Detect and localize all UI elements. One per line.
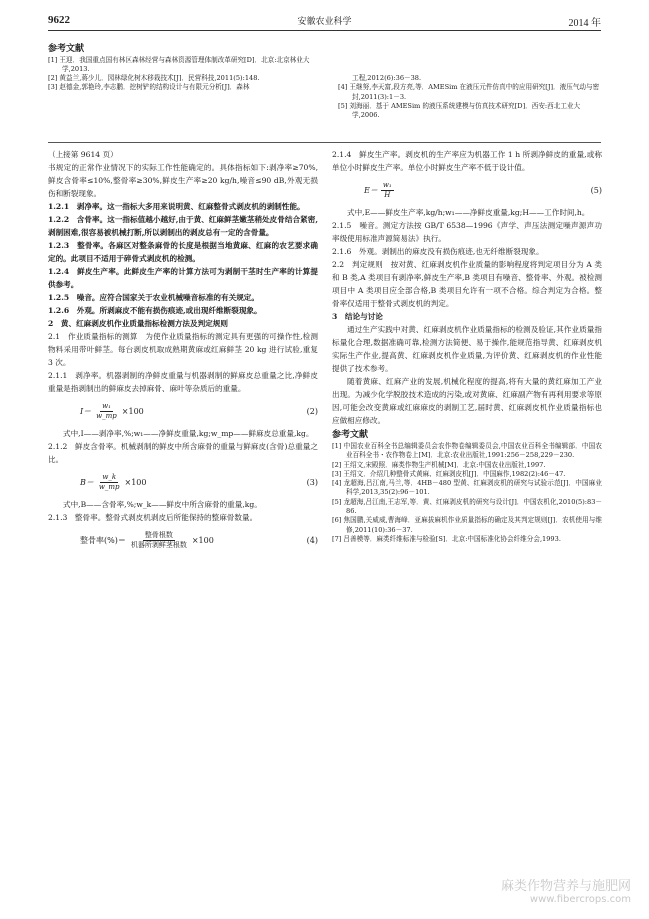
section-2-1-4: 2.1.4 鲜皮生产率。剥皮机的生产率应为机器工作 1 h 所剥净鲜皮的重量,或称单位小时鲜皮生产率。单位小时鲜皮生产率不低于设计值。 bbox=[332, 150, 602, 172]
section-2-1-5: 2.1.5 噪音。测定方法按 GB/T 6538—1996《声学、声压法测定噪声源声功率级使用标准声源简易法》执行。 bbox=[332, 221, 602, 243]
formula-rhs: ×100 bbox=[191, 535, 214, 545]
formula-fraction bbox=[381, 181, 394, 200]
formula-fraction bbox=[97, 473, 122, 492]
section-1-2-5: 1.2.5 噪音。应符合国家关于农业机械噪音标准的有关规定。 bbox=[48, 293, 259, 302]
formula-number: (3) bbox=[306, 477, 318, 487]
reference-item: [4] 龙超海,吕江南,马兰,等．4HB－480 型黄、红麻剥皮机的研究与试验示范[J]．中国麻业科学,2013,35(2):96－101. bbox=[332, 479, 602, 497]
formula-5 bbox=[332, 175, 602, 205]
formula-numerator: w_k bbox=[102, 472, 117, 481]
journal-name: 安徽农业科学 bbox=[297, 17, 352, 27]
section-2-1-3: 2.1.3 整骨率。整骨式剥皮机剥皮后所能保持的整麻骨数量。 bbox=[48, 513, 258, 522]
formula-fraction bbox=[94, 402, 119, 421]
conclusion-paragraph-2: 随着黄麻、红麻产业的发展,机械化程度的提高,将有大量的黄红麻加工产业出现。为减少化学脱胶技术造成的污染,或对黄麻、红麻副产物有再利用要求等原因,可能会改变黄麻或红麻麻皮的剥制工艺,届时黄、红麻剥皮机作业质量指标也应做相应修改。 bbox=[332, 377, 602, 425]
section-2-1-1: 2.1.1 剥净率。机器剥制的净鲜皮重量与机器剥制的鲜麻皮总重量之比,净鲜皮重量是指剥制出的鲜麻皮去掉麻骨、麻叶等杂质后的重量。 bbox=[48, 371, 318, 393]
section-2-2: 2.2 判定规则 按对黄、红麻剥皮机作业质量的影响程度将判定项目分为 A 类和 B 类,A 类项目有剥净率,鲜皮生产率,B 类项目有噪音、整骨率、外观。被检测项目中 A 类项目应全部合格,B 类项目允许有一项不合格。综合判定为合格。整骨率仅适用于整骨式剥皮机的判定。 bbox=[332, 260, 602, 308]
reference-item: [5] 刘海丽．基于 AMESim 的液压系统建模与仿真技术研究[D]．西安:西北工业大学,2006. bbox=[338, 101, 581, 120]
reference-item: [5] 龙超海,吕江南,王志军,等．黄、红麻剥皮机的研究与设计[J]．中国农机化,2010(5):83－86. bbox=[332, 497, 602, 516]
section-1-2-6: 1.2.6 外观。所剥麻皮不能有损伤痕迹,或出现纤维断裂现象。 bbox=[48, 306, 262, 315]
formula-lhs: B＝ bbox=[80, 477, 94, 487]
reference-item: [2] 黄益兰,蒋少儿．园林绿化树木移栽技术[J]．民营科技,2011(5):148. bbox=[48, 74, 260, 83]
formula-fraction bbox=[129, 531, 189, 550]
top-references-title: 参考文献 bbox=[48, 44, 85, 54]
watermark-line-1: 麻类作物营养与施肥网 bbox=[500, 879, 631, 894]
reference-item: [1] 王迎．我国重点国有林区森林经营与森林资源管理体制改革研究[D]．北京:北京林业大学,2013. bbox=[48, 55, 310, 73]
reference-item: [3] 王绍文．介绍几种整骨式黄麻、红麻剥皮机[J]．中国麻作,1982(2):46－47. bbox=[332, 469, 566, 478]
formula-number: (2) bbox=[306, 406, 318, 416]
formula-numerator: 整骨根数 bbox=[144, 530, 173, 539]
formula-number: (4) bbox=[306, 535, 318, 545]
formula-numerator: w₁ bbox=[102, 401, 111, 410]
section-1-2-1: 1.2.1 剥净率。这一指标大多用来说明黄、红麻整骨式剥皮机的剥制性能。 bbox=[48, 202, 305, 211]
reference-item: [3] 赵德金,郭艳玲,李志鹏．挖树铲的结构设计与有限元分析[J]．森林 bbox=[48, 83, 250, 92]
formula-2-description: 式中,I——剥净率,%;w₁——净鲜皮重量,kg;w_mp——鲜麻皮总重量,kg。 bbox=[63, 429, 314, 438]
section-1-2-2: 1.2.2 含骨率。这一指标值越小越好,由于黄、红麻鲜茎嫩茎稍处皮骨结合紧密,剥制困难,很容易被机械打断,所以剥制出的剥皮总有一定的含骨量。 bbox=[48, 215, 318, 237]
formula-5-description: 式中,E——鲜皮生产率,kg/h;w₁——净鲜皮重量,kg;H——工作时间,h。 bbox=[347, 208, 590, 217]
section-1-2-3: 1.2.3 整骨率。各麻区对整条麻骨的长度是根据当地黄麻、红麻的农艺要求确定的。此项目不适用于碎骨式剥皮机的检测。 bbox=[48, 241, 318, 263]
page-number: 9622 bbox=[48, 14, 70, 26]
section-separator bbox=[48, 142, 601, 143]
continued-note: （上接第 9614 页） bbox=[48, 150, 118, 159]
section-2-heading: 2 黄、红麻剥皮机作业质量指标检测方法及判定规则 bbox=[48, 319, 228, 328]
reference-item: [4] 王继努,李天富,段方亮,等．AMESim 在液压元件仿真中的应用研究[J]．液压气动与密封,2011(3):1－3. bbox=[338, 83, 600, 101]
conclusion-paragraph-1: 通过生产实践中对黄、红麻剥皮机作业质量指标的检测及验证,其作业质量指标量化合理,数据准确可靠,检测方法简便、易于操作,能规范指导黄、红麻剥皮机实际生产作业,提高黄、红麻剥皮机作业质量,为评价黄、红麻剥皮机的作业性能提供了技术参考。 bbox=[332, 325, 602, 373]
formula-3 bbox=[48, 467, 318, 497]
formula-3-description: 式中,B——含骨率,%;w_k——鲜皮中所含麻骨的重量,kg。 bbox=[63, 500, 262, 509]
formula-lhs: I＝ bbox=[80, 406, 92, 416]
reference-item: 工程,2012(6):36－38. bbox=[352, 74, 422, 82]
reference-item: [7] 吕善模等．麻类纤维标准与检验[S]．北京:中国标准化协会纤维分会,1993. bbox=[332, 534, 561, 543]
watermark bbox=[501, 875, 631, 905]
formula-number: (5) bbox=[590, 185, 602, 195]
formula-lhs: E＝ bbox=[364, 185, 378, 195]
section-2-1-6: 2.1.6 外观。剥制出的麻皮没有损伤痕迹,也无纤维断裂现象。 bbox=[332, 247, 544, 256]
formula-rhs: ×100 bbox=[124, 477, 147, 487]
formula-lhs: 整骨率(%)＝ bbox=[80, 535, 126, 545]
top-references-left bbox=[48, 44, 330, 93]
left-column bbox=[48, 148, 318, 556]
section-2-1: 2.1 作业质量指标的测算 为使作业质量指标的测定具有更强的可操作性,检测物料采用带叶鲜茎。每台剥皮机取成熟期黄麻或红麻鲜茎 20 kg 进行试验,重复 3 次。 bbox=[48, 332, 318, 367]
formula-rhs: ×100 bbox=[121, 406, 144, 416]
top-references-right bbox=[338, 74, 600, 120]
references-title: 参考文献 bbox=[332, 430, 369, 440]
section-1-2-4: 1.2.4 鲜皮生产率。此鲜皮生产率的计算方法可为剥制干茎时生产率的计算提供参考。 bbox=[48, 267, 318, 289]
journal-year: 2014 年 bbox=[568, 18, 601, 29]
section-2-1-2: 2.1.2 鲜皮含骨率。机械剥制的鲜皮中所含麻骨的重量与鲜麻皮(含骨)总重量之比。 bbox=[48, 442, 318, 464]
formula-denominator: w_mp bbox=[98, 482, 120, 491]
formula-denominator: w_mp bbox=[96, 411, 117, 420]
header-rule bbox=[48, 30, 601, 31]
formula-2 bbox=[48, 396, 318, 426]
formula-denominator: H bbox=[384, 190, 391, 199]
section-3-heading: 3 结论与讨论 bbox=[332, 312, 383, 321]
page-header bbox=[0, 0, 649, 40]
formula-numerator: w₁ bbox=[382, 180, 392, 189]
reference-item: [6] 焦国鹏,关威威,曹海峰．亚麻拔麻机作业质量指标的确定及其判定规则[J]．农机使用与维修,2011(10):36－37. bbox=[332, 516, 602, 534]
formula-denominator: 机器所剥鲜茎根数 bbox=[130, 540, 187, 549]
watermark-line-2: www.fibercrops.com bbox=[529, 894, 631, 905]
formula-4 bbox=[48, 525, 318, 555]
reference-item: [2] 王绍文,宋殿照．麻类作物生产机械[M]．北京:中国农业出版社,1997. bbox=[332, 460, 546, 469]
right-column bbox=[332, 148, 602, 544]
paragraph: 书规定的正常作业情况下的实际工作性能确定的。具体指标如下:剥净率≥70%,鲜皮含骨率≤10%,整骨率≥30%,鲜皮生产率≥20 kg/h,噪音≤90 dB,外观无损伤和断裂现象。 bbox=[48, 163, 318, 198]
reference-item: [1] 中国农业百科全书总编辑委员会农作物卷编辑委员会,中国农业百科全书编辑部．中国农业百科全书・农作物卷上[M]．北京:农业出版社,1991:256－258,229－230. bbox=[332, 442, 602, 460]
